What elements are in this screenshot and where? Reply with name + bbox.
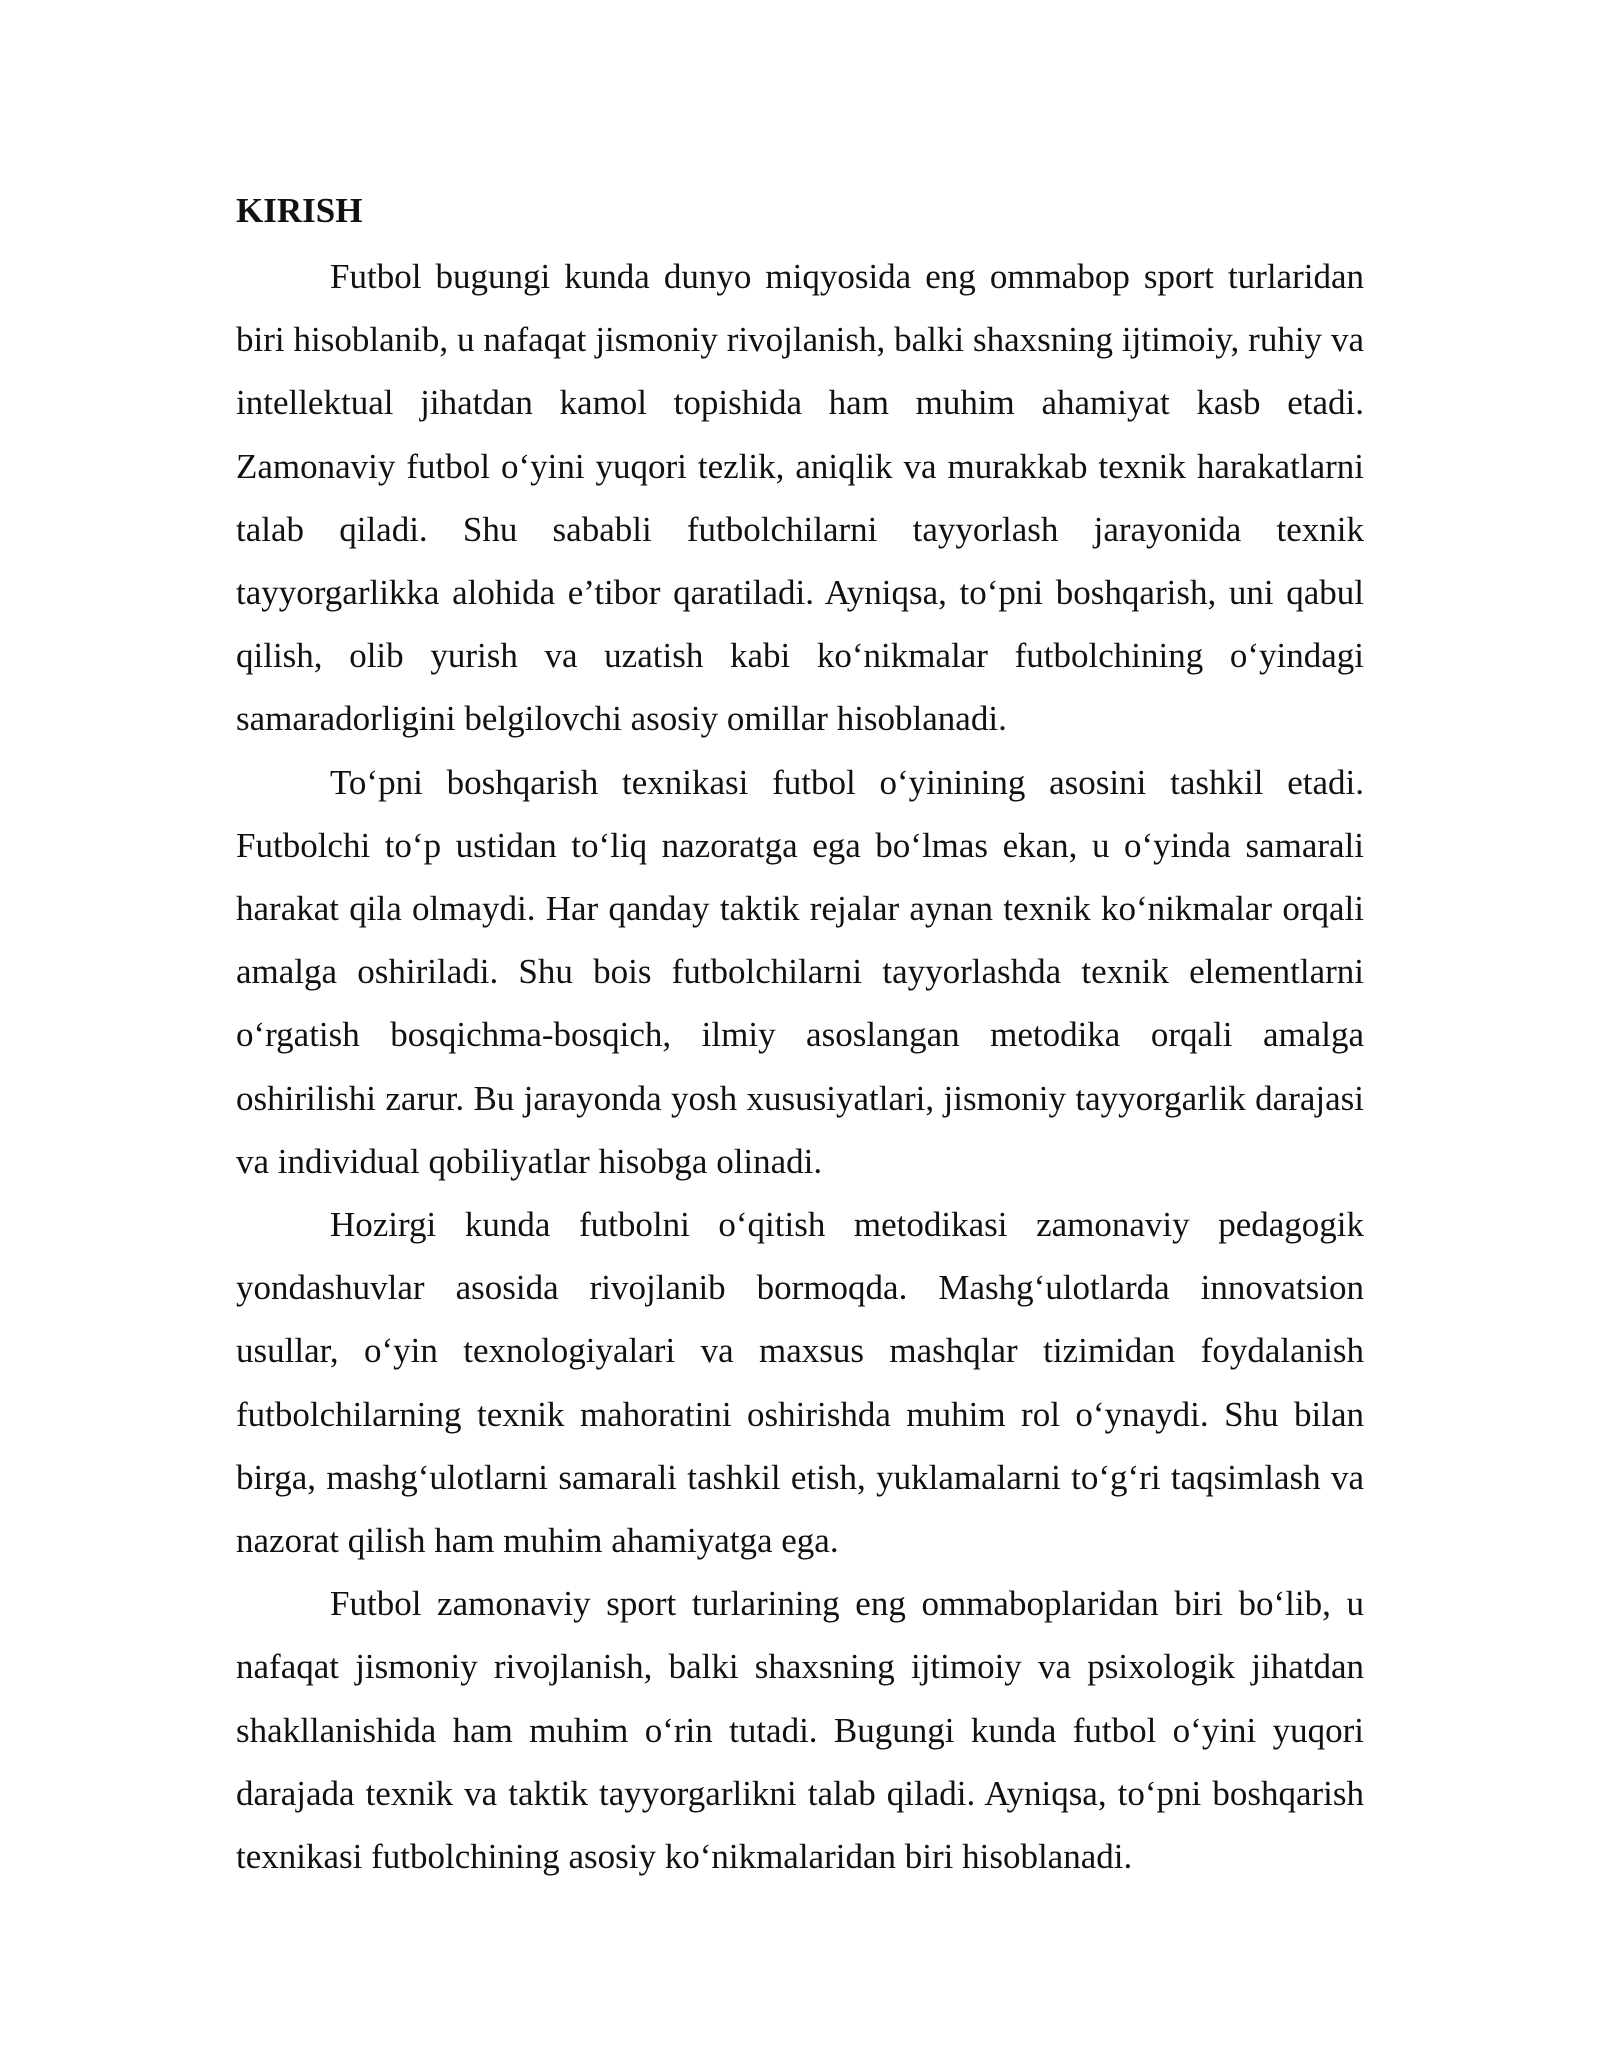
paragraph-4: Futbol zamonaviy sport turlarining eng ommaboplaridan biri bo‘lib, u nafaqat jismoniy rivojlanish, balki shaxsning ijtimoiy va psixologik jihatdan shakllanishida ham muhim o‘rin tutadi. Bugungi kunda futbol o‘yini yuqori darajada texnik va taktik tayyorgarlikni talab qiladi. Ayniqsa, to‘pni boshqarish texnikasi futbolchining asosiy ko‘nikmalaridan biri hisoblanadi.	[236, 1584, 1364, 1877]
document-body	[236, 188, 1364, 1888]
paragraph-3: Hozirgi kunda futbolni o‘qitish metodikasi zamonaviy pedagogik yondashuvlar asosida rivojlanib bormoqda. Mashg‘ulotlarda innovatsion usullar, o‘yin texnologiyalari va maxsus mashqlar tizimidan foydalanish futbolchilarning texnik mahoratini oshirishda muhim rol o‘ynaydi. Shu bilan birga, mashg‘ulotlarni samarali tashkil etish, yuklamalarni to‘g‘ri taqsimlash va nazorat qilish ham muhim ahamiyatga ega.	[236, 1205, 1364, 1561]
paragraph-1: Futbol bugungi kunda dunyo miqyosida eng ommabop sport turlaridan biri hisoblanib, u nafaqat jismoniy rivojlanish, balki shaxsning ijtimoiy, ruhiy va intellektual jihatdan kamol topishida ham muhim ahamiyat kasb etadi. Zamonaviy futbol o‘yini yuqori tezlik, aniqlik va murakkab texnik harakatlarni talab qiladi. Shu sababli futbolchilarni tayyorlash jarayonida texnik tayyorgarlikka alohida e’tibor qaratiladi. Ayniqsa, to‘pni boshqarish, uni qabul qilish, olib yurish va uzatish kabi ko‘nikmalar futbolchining o‘yindagi samaradorligini belgilovchi asosiy omillar hisoblanadi.	[236, 257, 1364, 739]
paragraph-2: To‘pni boshqarish texnikasi futbol o‘yinining asosini tashkil etadi. Futbolchi to‘p ustidan to‘liq nazoratga ega bo‘lmas ekan, u o‘yinda samarali harakat qila olmaydi. Har qanday taktik rejalar aynan texnik ko‘nikmalar orqali amalga oshiriladi. Shu bois futbolchilarni tayyorlashda texnik elementlarni o‘rgatish bosqichma-bosqich, ilmiy asoslangan metodika orqali amalga oshirilishi zarur. Bu jarayonda yosh xususiyatlari, jismoniy tayyorgarlik darajasi va individual qobiliyatlar hisobga olinadi.	[236, 762, 1364, 1181]
section-heading: KIRISH	[236, 191, 363, 230]
